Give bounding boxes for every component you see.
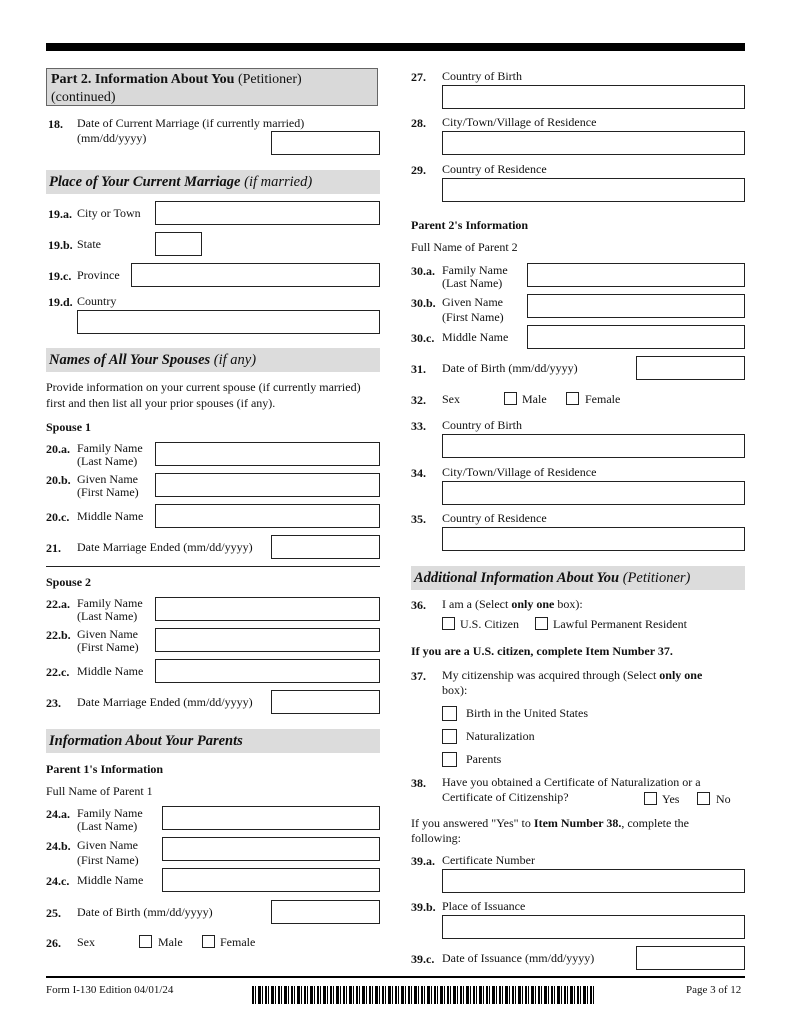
item-26-number: 26. [46,936,61,950]
item-39c-number: 39.c. [411,952,435,966]
if-yes-item: Item Number 38. [533,816,622,830]
page-number: Page 3 of 12 [686,984,742,996]
lpr-label: Lawful Permanent Resident [553,617,687,631]
item-35-number: 35. [411,512,426,526]
item-22b-sublabel: (First Name) [77,640,139,654]
item-29-number: 29. [411,163,426,177]
part-title-suffix: (Petitioner) [234,72,302,87]
parent1-country-residence-field[interactable] [442,178,745,202]
item-19d-label: Country [77,294,117,308]
parent1-female-checkbox[interactable] [202,935,215,948]
lpr-checkbox[interactable] [535,617,548,630]
section-title-note: (if married) [240,174,313,190]
parent1-given-name-field[interactable] [162,837,380,861]
cert-yes-label: Yes [662,792,680,806]
item-24b-sublabel: (First Name) [77,853,139,867]
item-25-number: 25. [46,906,61,920]
section-parents [46,729,380,753]
parent2-male-checkbox[interactable] [504,392,517,405]
parents-checkbox[interactable] [442,752,457,767]
current-marriage-date-field[interactable] [271,131,380,155]
item-19c-label: Province [77,268,120,282]
section-title: Names of All Your Spouses [49,352,211,368]
item-28-label: City/Town/Village of Residence [442,115,597,129]
item-19b-label: State [77,237,101,251]
section-title: Place of Your Current Marriage [49,174,241,190]
parent-2-heading: Parent 2's Information [411,218,529,232]
parent-1-heading: Parent 1's Information [46,762,164,776]
item-21-number: 21. [46,541,61,555]
item-22c-number: 22.c. [46,665,70,679]
citizen-instruction: If you are a U.S. citizen, complete Item Number 37. [411,644,673,658]
item-38-label-cont: Certificate of Citizenship? [442,790,569,804]
item-37-number: 37. [411,669,426,683]
item-24a-sublabel: (Last Name) [77,819,138,833]
item-24a-number: 24.a. [46,807,70,821]
item-19a-number: 19.a. [48,207,72,221]
item-37-label [442,669,702,682]
item-38-label: Have you obtained a Certificate of Naturalization or a [442,775,701,789]
item-35-label: Country of Residence [442,511,547,525]
divider [46,566,380,567]
item-20b-number: 20.b. [46,473,71,487]
parent1-male-checkbox[interactable] [139,935,152,948]
naturalization-label: Naturalization [466,729,535,743]
item-32-number: 32. [411,393,426,407]
place-of-issuance-field[interactable] [442,915,745,939]
cert-yes-checkbox[interactable] [644,792,657,805]
section-title-note: (Petitioner) [619,570,691,586]
item-37-label-pre: My citizenship was acquired through (Select [442,668,660,682]
item-37-label-only: only one [659,668,703,682]
item-30a-sublabel: (Last Name) [442,276,503,290]
top-rule [46,43,745,51]
spouse2-given-name-field[interactable] [155,628,380,652]
item-21-label: Date Marriage Ended (mm/dd/yyyy) [77,540,253,554]
certificate-number-field[interactable] [442,869,745,893]
marriage-state-select[interactable] [155,232,202,256]
form-edition: Form I-130 Edition 04/01/24 [46,984,174,996]
item-36-number: 36. [411,598,426,612]
item-20a-sublabel: (Last Name) [77,454,138,468]
item-39a-label: Certificate Number [442,853,535,867]
item-30b-label: Given Name [442,295,503,309]
item-27-number: 27. [411,70,426,84]
parent2-family-name-field[interactable] [527,263,745,287]
item-18-format: (mm/dd/yyyy) [77,131,147,145]
us-citizen-label: U.S. Citizen [460,617,519,631]
parent2-dob-field[interactable] [636,356,745,380]
spouse1-given-name-field[interactable] [155,473,380,497]
item-39c-label: Date of Issuance (mm/dd/yyyy) [442,951,595,965]
parent1-family-name-field[interactable] [162,806,380,830]
item-24b-number: 24.b. [46,839,71,853]
parent2-middle-name-field[interactable] [527,325,745,349]
item-23-number: 23. [46,696,61,710]
item-20b-label: Given Name [77,472,138,486]
section-title: Additional Information About You [414,570,620,586]
section-spouses [46,348,380,372]
section-title-note: (if any) [210,352,257,368]
item-39b-label: Place of Issuance [442,899,526,913]
footer-rule [46,976,745,978]
item-22b-label: Given Name [77,627,138,641]
item-36-label-only: only one [511,597,555,611]
item-19a-label: City or Town [77,206,141,220]
item-18-label: Date of Current Marriage (if currently married) [77,116,305,130]
item-19d-number: 19.d. [48,295,73,309]
naturalization-checkbox[interactable] [442,729,457,744]
item-22a-number: 22.a. [46,597,70,611]
parent1-country-of-birth-field[interactable] [442,85,745,109]
item-24c-label: Middle Name [77,873,144,887]
item-36-label-post: box): [554,597,583,611]
item-30c-label: Middle Name [442,330,509,344]
item-31-label: Date of Birth (mm/dd/yyyy) [442,361,578,375]
parent-1-fullname-label: Full Name of Parent 1 [46,784,153,798]
cert-no-checkbox[interactable] [697,792,710,805]
if-yes-instruction-cont: following: [411,831,461,845]
item-20a-number: 20.a. [46,442,70,456]
item-30a-number: 30.a. [411,264,435,278]
item-24b-label: Given Name [77,838,138,852]
item-37-label-cont: box): [442,683,468,697]
marriage-province-field[interactable] [131,263,380,287]
item-24c-number: 24.c. [46,874,70,888]
marriage-city-field[interactable] [155,201,380,225]
section-title: Information About Your Parents [49,733,243,749]
birth-us-label: Birth in the United States [466,706,588,720]
item-39a-number: 39.a. [411,854,435,868]
barcode [252,986,594,1004]
parents-label: Parents [466,752,502,766]
item-32-label: Sex [442,392,460,406]
item-36-label [442,598,583,611]
if-yes-pre: If you answered "Yes" to [411,816,534,830]
parent1-city-residence-field[interactable] [442,131,745,155]
item-24a-label: Family Name [77,806,143,820]
parent2-male-label: Male [522,392,547,406]
item-29-label: Country of Residence [442,162,547,176]
item-25-label: Date of Birth (mm/dd/yyyy) [77,905,213,919]
if-yes-instruction [411,817,689,830]
item-20c-number: 20.c. [46,510,70,524]
item-39b-number: 39.b. [411,900,436,914]
spouse-2-heading: Spouse 2 [46,575,92,589]
item-22a-sublabel: (Last Name) [77,609,138,623]
item-30b-number: 30.b. [411,296,436,310]
spouse1-family-name-field[interactable] [155,442,380,466]
item-27-label: Country of Birth [442,69,522,83]
parent2-given-name-field[interactable] [527,294,745,318]
birth-us-checkbox[interactable] [442,706,457,721]
parent1-female-label: Female [220,935,256,949]
part-header [46,68,378,106]
item-26-label: Sex [77,935,95,949]
item-36-label-pre: I am a (Select [442,597,512,611]
parent1-dob-field[interactable] [271,900,380,924]
item-30a-label: Family Name [442,263,508,277]
item-33-number: 33. [411,419,426,433]
item-38-number: 38. [411,776,426,790]
if-yes-post: , complete the [621,816,689,830]
section-place-of-marriage [46,170,380,194]
parent-2-fullname-label: Full Name of Parent 2 [411,240,518,254]
item-31-number: 31. [411,362,426,376]
spouse-1-heading: Spouse 1 [46,420,92,434]
item-22c-label: Middle Name [77,664,144,678]
parent2-female-label: Female [585,392,621,406]
spouse2-marriage-ended-field[interactable] [271,690,380,714]
spouse-intro-line1: Provide information on your current spouse (if currently married) [46,380,361,394]
item-28-number: 28. [411,116,426,130]
item-20b-sublabel: (First Name) [77,485,139,499]
section-additional-info [411,566,745,590]
item-30c-number: 30.c. [411,331,435,345]
cert-no-label: No [716,792,731,806]
parent1-male-label: Male [158,935,183,949]
us-citizen-checkbox[interactable] [442,617,455,630]
item-34-label: City/Town/Village of Residence [442,465,597,479]
parent2-female-checkbox[interactable] [566,392,579,405]
parent2-country-of-birth-field[interactable] [442,434,745,458]
parent1-middle-name-field[interactable] [162,868,380,892]
part-title: Part 2. Information About You [51,72,235,87]
part-title-continued: (continued) [51,90,116,105]
item-20c-label: Middle Name [77,509,144,523]
item-33-label: Country of Birth [442,418,522,432]
item-20a-label: Family Name [77,441,143,455]
spouse2-family-name-field[interactable] [155,597,380,621]
item-19b-number: 19.b. [48,238,73,252]
item-18-number: 18. [48,117,63,131]
spouse1-middle-name-field[interactable] [155,504,380,528]
item-23-label: Date Marriage Ended (mm/dd/yyyy) [77,695,253,709]
parent2-city-residence-field[interactable] [442,481,745,505]
marriage-country-field[interactable] [77,310,380,334]
date-of-issuance-field[interactable] [636,946,745,970]
spouse1-marriage-ended-field[interactable] [271,535,380,559]
spouse-intro-line2: first and then list all your prior spouses (if any). [46,396,276,410]
item-22a-label: Family Name [77,596,143,610]
item-30b-sublabel: (First Name) [442,310,504,324]
spouse2-middle-name-field[interactable] [155,659,380,683]
item-19c-number: 19.c. [48,269,72,283]
parent2-country-residence-field[interactable] [442,527,745,551]
item-34-number: 34. [411,466,426,480]
item-22b-number: 22.b. [46,628,71,642]
